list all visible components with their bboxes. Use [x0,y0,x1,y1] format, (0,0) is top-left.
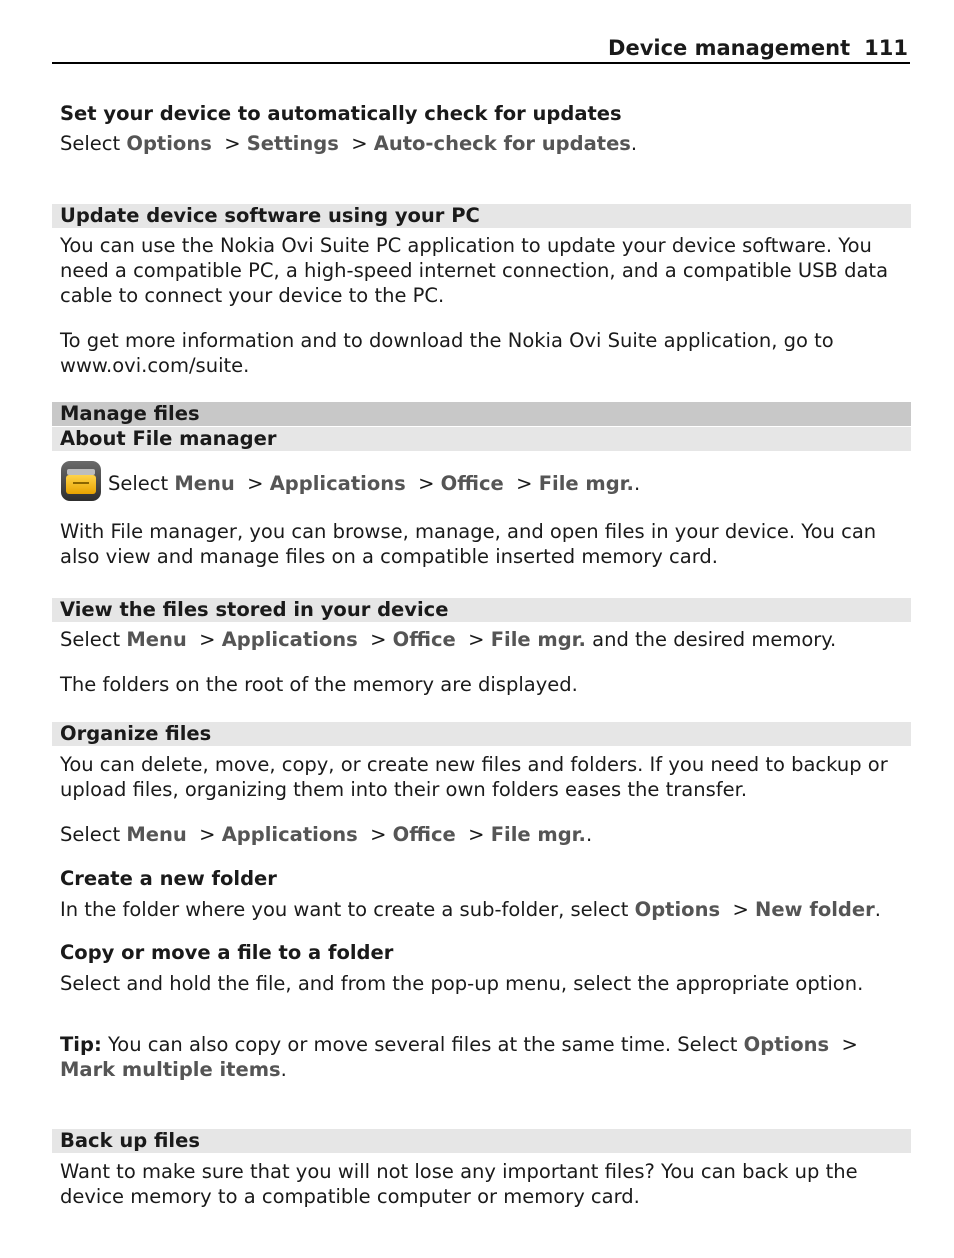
section-back-up-files-title: Back up files [52,1129,911,1153]
section-organize-files-title: Organize files [52,722,911,746]
menu-auto-check: Auto-check for updates [373,132,631,155]
view-files-para: The folders on the root of the memory are displayed. [60,673,578,696]
menu-settings: Settings [246,132,339,155]
tip-text: You can also copy or move several files at the same time. Select [101,1033,738,1056]
copy-move-para: Select and hold the file, and from the pop-up menu, select the appropriate option. [60,972,864,995]
path-tail: and the desired memory. [585,628,837,651]
menu-file-mgr: File mgr. [490,823,586,846]
create-folder-heading: Create a new folder [60,867,277,890]
menu-office: Office [440,472,504,495]
period: . [630,132,638,155]
about-file-manager-para: With File manager, you can browse, manage, and open files in your device. You can also view and manage files on a compatible inserted memory card. [60,520,877,568]
organize-files-para-1: You can delete, move, copy, or create new files and folders. If you need to backup or upload files, organizing them into their own folders eases the transfer. [60,753,888,801]
menu-applications: Applications [221,628,358,651]
header-title: Device management [608,36,851,60]
update-pc-body [60,233,908,378]
period: . [280,1058,287,1081]
menu-menu: Menu [174,472,235,495]
update-pc-para-2: To get more information and to download the Nokia Ovi Suite application, go to www.ovi.com/suite. [60,329,834,377]
menu-office: Office [392,628,456,651]
menu-file-mgr: File mgr. [538,472,634,495]
period: . [633,472,641,495]
section-manage-files-title: Manage files [52,402,911,426]
menu-options: Options [743,1033,830,1056]
file-manager-icon [60,460,102,502]
section-about-file-manager-title: About File manager [52,427,911,451]
menu-options: Options [634,898,721,921]
create-folder-text: In the folder where you want to create a sub-folder, select [60,898,629,921]
back-up-files-body [60,1159,908,1209]
menu-mark-multiple: Mark multiple items [60,1058,281,1081]
menu-menu: Menu [126,823,187,846]
select-text: Select [108,472,169,495]
about-file-manager-body [60,460,908,569]
section-update-pc-title: Update device software using your PC [52,204,911,228]
menu-options: Options [126,132,212,155]
select-text: Select [60,628,121,651]
create-folder-para: In the folder where you want to create a sub-folder, select Options > New folder. [60,898,881,921]
back-up-files-para: Want to make sure that you will not lose any important files? You can back up the device memory to a compatible computer or memory card. [60,1160,858,1208]
menu-office: Office [392,823,456,846]
auto-check-heading: Set your device to automatically check for updates [60,102,622,125]
section-view-files-title: View the files stored in your device [52,598,911,622]
page-header [52,34,910,64]
menu-menu: Menu [126,628,187,651]
menu-new-folder: New folder [755,898,875,921]
view-files-path: Select Menu > Applications > Office > File mgr. and the desired memory. [60,628,837,651]
copy-move-heading: Copy or move a file to a folder [60,941,394,964]
auto-check-path: Select Options > Settings > Auto-check for updates. [60,132,638,155]
file-manager-path: Select Menu > Applications > Office > File mgr.. [60,460,908,502]
menu-file-mgr: File mgr. [490,628,586,651]
update-pc-para-1: You can use the Nokia Ovi Suite PC application to update your device software. You need a compatible PC, a high-speed internet connection, and a compatible USB data cable to connect your device to the PC. [60,234,889,307]
period: . [874,898,881,921]
view-files-body [60,627,908,697]
period: . [585,823,593,846]
menu-applications: Applications [269,472,406,495]
menu-applications: Applications [221,823,358,846]
select-text: Select [60,823,121,846]
organize-files-body [60,752,908,1082]
organize-files-path: Select Menu > Applications > Office > File mgr.. [60,823,593,846]
select-text: Select [60,132,121,155]
tip-label: Tip: [60,1033,102,1056]
page-number: 111 [864,36,908,60]
tip-para: Tip: You can also copy or move several files at the same time. Select Options > Mark multiple items. [60,1033,858,1081]
auto-check-section [60,101,908,156]
